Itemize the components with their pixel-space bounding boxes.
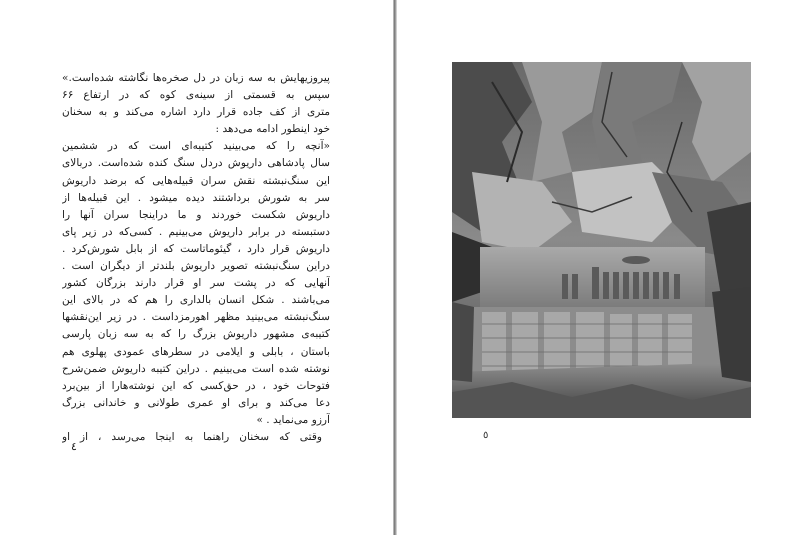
page-number: ٥ xyxy=(483,430,489,441)
text-line: «آنچه را که می‌بینید کتیبه‌ای است که در ششمین xyxy=(62,140,330,153)
text-line: آرزو می‌نماید . » xyxy=(256,413,330,426)
text-line: دستبسته در برابر داریوش می‌بینیم . کسی‌که در زیر پای xyxy=(62,225,330,238)
text-line: سال پادشاهی داریوش دردل سنگ کنده شده‌است. دربالای xyxy=(62,157,330,170)
text-line: سپس به قسمتی از سینه‌ی کوه که در ارتفاع ۶۶ xyxy=(62,89,330,102)
page-number: ٤ xyxy=(71,440,77,453)
text-line: داریوش قرار دارد ، گیئوماتاست که از بابل شورش‌کرد . xyxy=(62,242,330,255)
text-line: پیروزیهایش به سه زبان در دل صخره‌ها نگاشته شده‌است.» xyxy=(62,72,330,84)
text-line: خود اینطور ادامه می‌دهد : xyxy=(215,123,330,136)
text-line: باستان ، بابلی و ایلامی در سطرهای عمودی پهلوی هم xyxy=(62,345,330,358)
text-line: متری از کف جاده قرار دارد اشاره می‌کند و به سخنان xyxy=(62,106,330,119)
text-line: دراین سنگ‌نبشته تصویر داریوش بلندتر از دیگران است . xyxy=(62,260,330,273)
text-line: می‌باشند . شکل انسان بالداری را هم که در بالای این xyxy=(62,294,330,307)
text-line: وقتی که سخنان راهنما به اینجا می‌رسد ، از او xyxy=(62,430,322,443)
body-text xyxy=(62,70,330,446)
text-line: نوشته شده است می‌بینیم . دراین کتیبه داریوش ضمن‌شرح xyxy=(62,362,330,375)
text-line: آنهایی که در پشت سر او قرار دارند بزرگان کشور xyxy=(62,277,330,290)
text-line: داریوش شکست خوردند و ما دراینجا سران آنها را xyxy=(62,208,330,221)
text-line: کتیبه‌ی مشهور داریوش بزرگ را که به سه زبان پارسی xyxy=(62,328,330,341)
text-line: فتوحات خود ، در حق‌کسی که این نوشته‌هارا از بین‌برد xyxy=(62,379,330,392)
text-line: دعا می‌کند و برای او عمری طولانی و خاندانی بزرگ xyxy=(62,396,330,409)
text-line: سر به شورش برداشتند دیده میشود . این قبیله‌ها از xyxy=(62,191,330,204)
right-page xyxy=(397,0,789,535)
text-line: سنگ‌نبشته می‌بینید مظهر اهورمزداست . در زیر این‌نقشها xyxy=(62,311,330,324)
text-line: این سنگ‌نبشته نقش سران قبیله‌هایی که برضد داریوش xyxy=(62,174,330,187)
behistun-relief-photo xyxy=(452,62,751,418)
left-page xyxy=(0,0,394,535)
